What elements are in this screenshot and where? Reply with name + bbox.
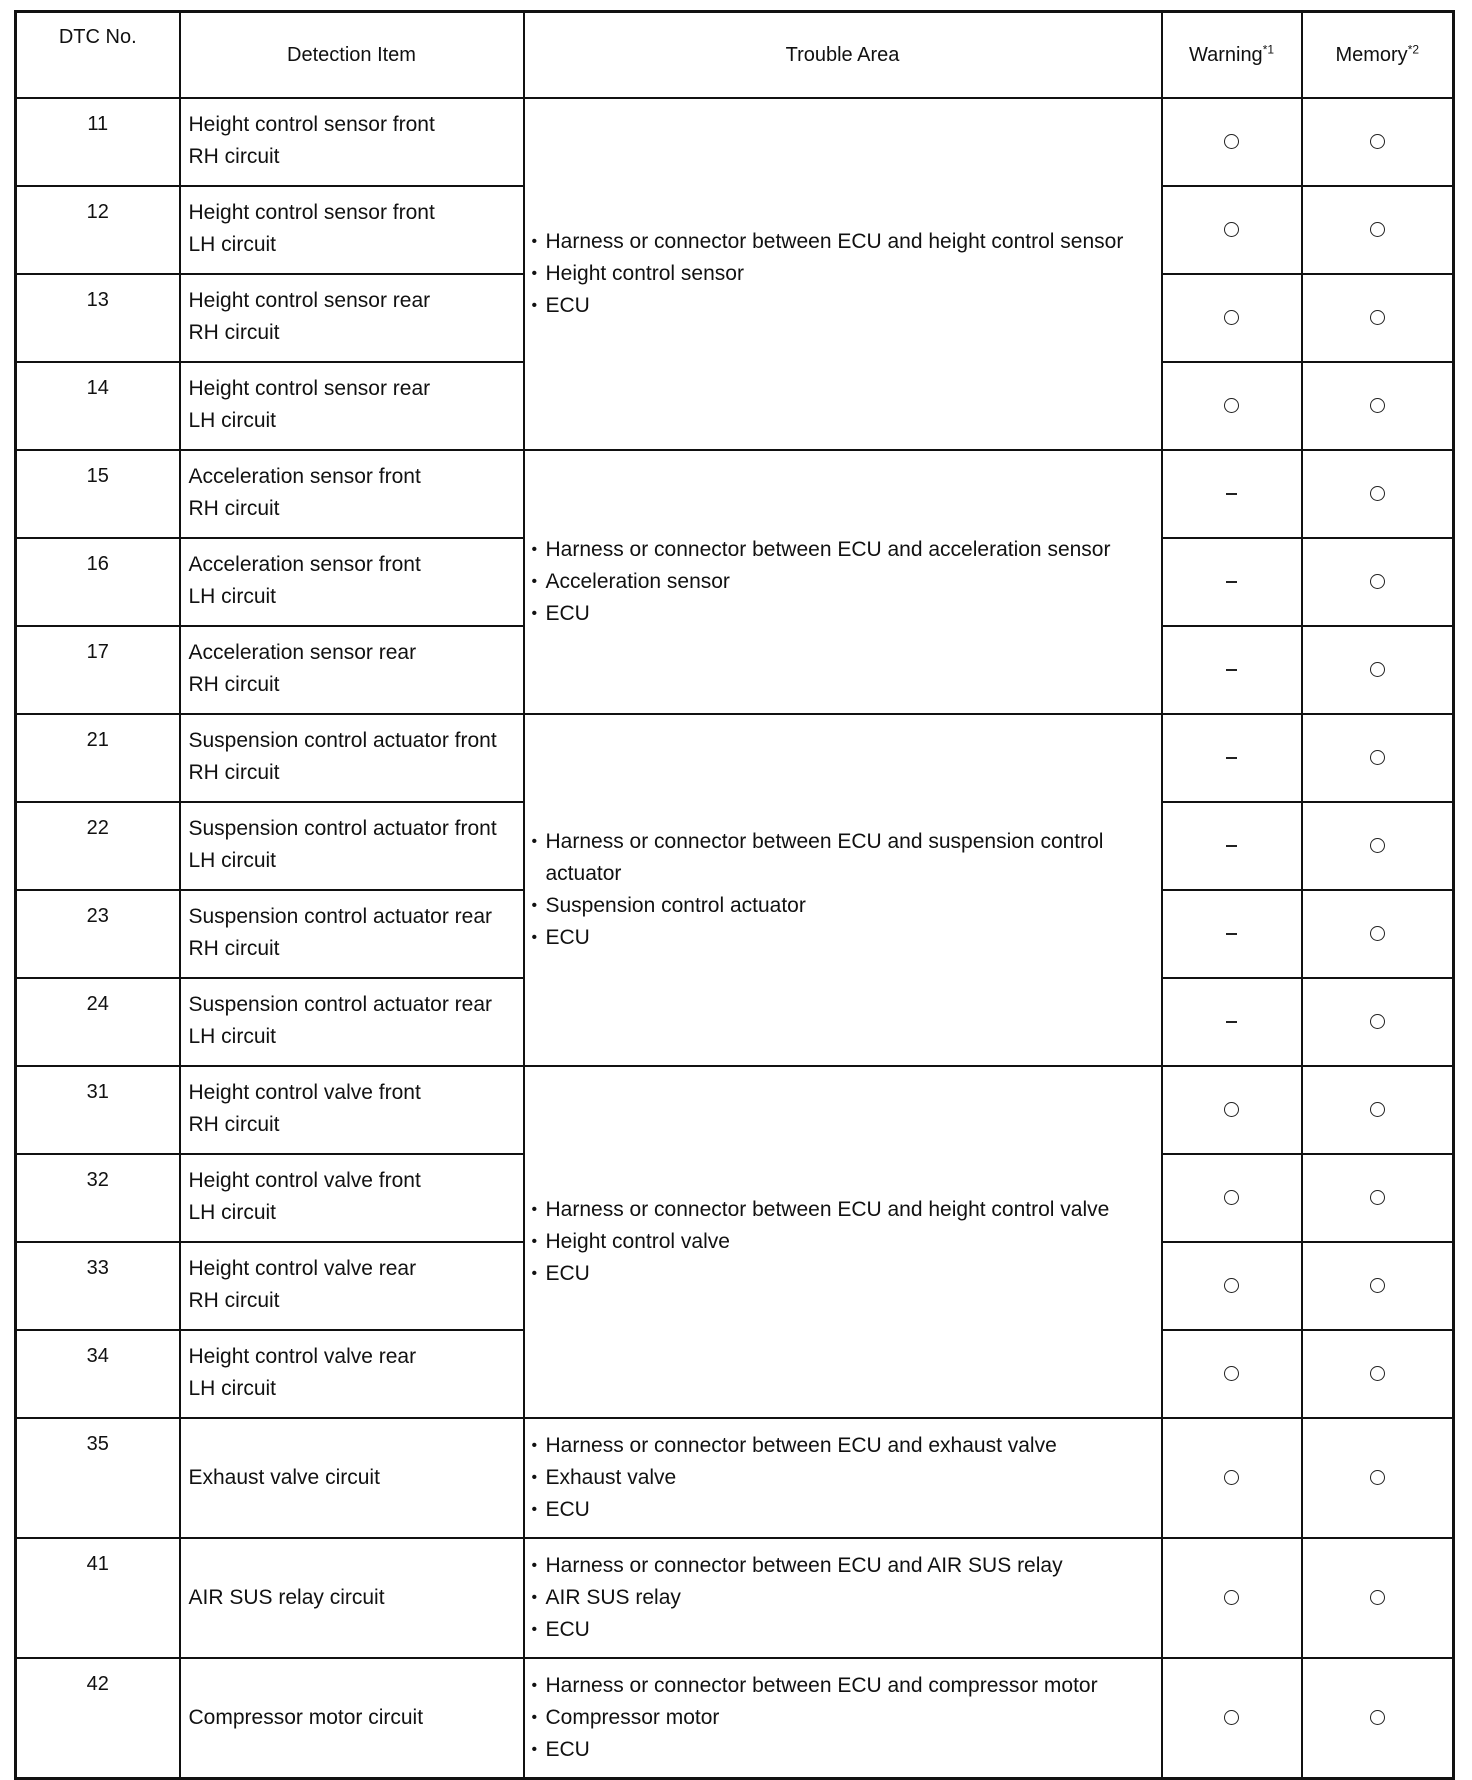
- dash-icon: [1226, 1021, 1237, 1023]
- memory-indicator: [1302, 802, 1454, 890]
- detection-item-line2: LH circuit: [188, 409, 277, 432]
- circle-icon: [1370, 838, 1385, 853]
- circle-icon: [1224, 1102, 1239, 1117]
- trouble-area-item: • Harness or connector between ECU and exhaust valve: [531, 1430, 1151, 1462]
- detection-item: [180, 1658, 524, 1779]
- detection-item-line2: RH circuit: [188, 497, 280, 520]
- detection-item: [180, 978, 524, 1066]
- header-warning-note: *1: [1262, 42, 1275, 57]
- dtc-number: 16: [16, 538, 180, 626]
- trouble-area: [524, 714, 1162, 1066]
- detection-item-line1: Suspension control actuator rear: [188, 905, 493, 928]
- detection-item-line2: LH circuit: [188, 1377, 277, 1400]
- header-detection-item: Detection Item: [180, 12, 524, 99]
- header-memory: [1302, 12, 1454, 99]
- detection-item-line1: Acceleration sensor front: [188, 465, 421, 488]
- header-trouble-area: Trouble Area: [524, 12, 1162, 99]
- dtc-number: 35: [16, 1418, 180, 1538]
- memory-indicator: [1302, 1154, 1454, 1242]
- dtc-number: 21: [16, 714, 180, 802]
- circle-icon: [1370, 926, 1385, 941]
- table-body: [16, 98, 1454, 1779]
- warning-indicator: [1162, 274, 1302, 362]
- dtc-number: 34: [16, 1330, 180, 1418]
- detection-item-line2: LH circuit: [188, 1201, 277, 1224]
- detection-item-line2: RH circuit: [188, 761, 280, 784]
- warning-indicator: [1162, 538, 1302, 626]
- memory-indicator: [1302, 714, 1454, 802]
- memory-indicator: [1302, 626, 1454, 714]
- trouble-area-item: • Exhaust valve: [531, 1462, 1151, 1494]
- circle-icon: [1370, 1366, 1385, 1381]
- trouble-area-item: • Harness or connector between ECU and AIR SUS relay: [531, 1550, 1151, 1582]
- circle-icon: [1370, 1710, 1385, 1725]
- memory-indicator: [1302, 1538, 1454, 1658]
- warning-indicator: [1162, 1418, 1302, 1538]
- trouble-area-item: • ECU: [531, 290, 1151, 322]
- trouble-area: [524, 450, 1162, 714]
- circle-icon: [1370, 486, 1385, 501]
- trouble-area-list: [531, 226, 1151, 322]
- memory-indicator: [1302, 890, 1454, 978]
- detection-item: [180, 98, 524, 186]
- detection-item: [180, 538, 524, 626]
- detection-item-line2: LH circuit: [188, 585, 277, 608]
- trouble-area-item: • Compressor motor: [531, 1702, 1151, 1734]
- dtc-number: 13: [16, 274, 180, 362]
- dtc-number: 41: [16, 1538, 180, 1658]
- circle-icon: [1370, 310, 1385, 325]
- header-row: [16, 12, 1454, 99]
- dtc-number: 32: [16, 1154, 180, 1242]
- circle-icon: [1224, 134, 1239, 149]
- trouble-area-item: • Harness or connector between ECU and compressor motor: [531, 1670, 1151, 1702]
- trouble-area-item: • ECU: [531, 1258, 1151, 1290]
- detection-item-line1: Height control valve front: [188, 1081, 421, 1104]
- circle-icon: [1370, 222, 1385, 237]
- detection-item-line2: RH circuit: [188, 1289, 280, 1312]
- memory-indicator: [1302, 1242, 1454, 1330]
- detection-item: [180, 1538, 524, 1658]
- circle-icon: [1370, 574, 1385, 589]
- detection-item: [180, 1154, 524, 1242]
- dtc-number: 33: [16, 1242, 180, 1330]
- trouble-area-item: • ECU: [531, 1494, 1151, 1526]
- table-row: [16, 1418, 1454, 1538]
- detection-item: [180, 1066, 524, 1154]
- memory-indicator: [1302, 274, 1454, 362]
- trouble-area: [524, 1418, 1162, 1538]
- warning-indicator: [1162, 98, 1302, 186]
- table-row: [16, 714, 1454, 802]
- trouble-area-item: • Height control sensor: [531, 258, 1151, 290]
- dtc-number: 42: [16, 1658, 180, 1779]
- trouble-area-item: • ECU: [531, 922, 1151, 954]
- warning-indicator: [1162, 1154, 1302, 1242]
- circle-icon: [1224, 1710, 1239, 1725]
- trouble-area-item: • Suspension control actuator: [531, 890, 1151, 922]
- detection-item: [180, 450, 524, 538]
- detection-item: [180, 626, 524, 714]
- detection-item-line1: Height control sensor rear: [188, 377, 431, 400]
- detection-item-line1: Suspension control actuator rear: [188, 993, 493, 1016]
- table-row: [16, 1538, 1454, 1658]
- trouble-area-item: • Harness or connector between ECU and acceleration sensor: [531, 534, 1151, 566]
- trouble-area-list: [531, 1670, 1151, 1766]
- trouble-area-list: [531, 1194, 1151, 1290]
- detection-item-line1: Height control sensor front: [188, 201, 435, 224]
- circle-icon: [1370, 750, 1385, 765]
- trouble-area-item: • ECU: [531, 1614, 1151, 1646]
- header-memory-label: Memory: [1335, 44, 1408, 66]
- dtc-number: 23: [16, 890, 180, 978]
- trouble-area-list: [531, 534, 1151, 630]
- circle-icon: [1224, 1470, 1239, 1485]
- trouble-area-item: • Height control valve: [531, 1226, 1151, 1258]
- table-row: [16, 1658, 1454, 1779]
- warning-indicator: [1162, 1658, 1302, 1779]
- circle-icon: [1224, 310, 1239, 325]
- detection-item-line1: Suspension control actuator front: [188, 729, 497, 752]
- trouble-area-item: • Harness or connector between ECU and height control valve: [531, 1194, 1151, 1226]
- header-warning: [1162, 12, 1302, 99]
- circle-icon: [1224, 222, 1239, 237]
- table-header: [16, 12, 1454, 99]
- circle-icon: [1224, 1366, 1239, 1381]
- trouble-area-list: [531, 1430, 1151, 1526]
- table-row: [16, 450, 1454, 538]
- memory-indicator: [1302, 98, 1454, 186]
- detection-item: [180, 802, 524, 890]
- memory-indicator: [1302, 1418, 1454, 1538]
- detection-item-line2: LH circuit: [188, 1025, 277, 1048]
- circle-icon: [1224, 1190, 1239, 1205]
- table-row: [16, 1066, 1454, 1154]
- warning-indicator: [1162, 890, 1302, 978]
- circle-icon: [1224, 1590, 1239, 1605]
- detection-item-line1: Height control valve front: [188, 1169, 421, 1192]
- trouble-area-list: [531, 1550, 1151, 1646]
- dtc-number: 31: [16, 1066, 180, 1154]
- detection-item-line2: RH circuit: [188, 673, 280, 696]
- header-memory-note: *2: [1407, 42, 1420, 57]
- trouble-area-item: • Harness or connector between ECU and height control sensor: [531, 226, 1151, 258]
- header-warning-label: Warning: [1188, 44, 1263, 66]
- dtc-number: 22: [16, 802, 180, 890]
- circle-icon: [1370, 1278, 1385, 1293]
- detection-item-line2: RH circuit: [188, 937, 280, 960]
- detection-item: [180, 274, 524, 362]
- dash-icon: [1226, 757, 1237, 759]
- circle-icon: [1370, 398, 1385, 413]
- warning-indicator: [1162, 1538, 1302, 1658]
- detection-item-line1: Suspension control actuator front: [188, 817, 497, 840]
- circle-icon: [1370, 1590, 1385, 1605]
- warning-indicator: [1162, 626, 1302, 714]
- trouble-area: [524, 1066, 1162, 1418]
- trouble-area-item: • Acceleration sensor: [531, 566, 1151, 598]
- trouble-area-item: • AIR SUS relay: [531, 1582, 1151, 1614]
- dtc-table: [14, 10, 1455, 1780]
- detection-item-line2: LH circuit: [188, 849, 277, 872]
- dash-icon: [1226, 493, 1237, 495]
- table-row: [16, 98, 1454, 186]
- trouble-area: [524, 1538, 1162, 1658]
- circle-icon: [1370, 1014, 1385, 1029]
- dash-icon: [1226, 845, 1237, 847]
- dtc-number: 17: [16, 626, 180, 714]
- memory-indicator: [1302, 1330, 1454, 1418]
- dtc-number: 11: [16, 98, 180, 186]
- circle-icon: [1370, 1102, 1385, 1117]
- detection-item: [180, 1242, 524, 1330]
- header-dtc-no: DTC No.: [16, 12, 180, 99]
- warning-indicator: [1162, 714, 1302, 802]
- trouble-area: [524, 1658, 1162, 1779]
- detection-item-line1: Height control sensor rear: [188, 289, 431, 312]
- detection-item: [180, 1330, 524, 1418]
- circle-icon: [1370, 1190, 1385, 1205]
- detection-item-line1: Acceleration sensor front: [188, 553, 421, 576]
- detection-item: [180, 890, 524, 978]
- warning-indicator: [1162, 1242, 1302, 1330]
- warning-indicator: [1162, 186, 1302, 274]
- warning-indicator: [1162, 1066, 1302, 1154]
- trouble-area-item: • ECU: [531, 1734, 1151, 1766]
- detection-item-line2: RH circuit: [188, 321, 280, 344]
- detection-item: [180, 186, 524, 274]
- trouble-area-item: • ECU: [531, 598, 1151, 630]
- detection-item-line1: Height control valve rear: [188, 1345, 417, 1368]
- circle-icon: [1224, 1278, 1239, 1293]
- circle-icon: [1370, 1470, 1385, 1485]
- detection-item-line1: Compressor motor circuit: [188, 1706, 424, 1729]
- detection-item-line1: Height control sensor front: [188, 113, 435, 136]
- dtc-number: 15: [16, 450, 180, 538]
- detection-item: [180, 362, 524, 450]
- dash-icon: [1226, 933, 1237, 935]
- circle-icon: [1224, 398, 1239, 413]
- dtc-number: 24: [16, 978, 180, 1066]
- detection-item-line2: RH circuit: [188, 145, 280, 168]
- circle-icon: [1370, 662, 1385, 677]
- trouble-area-item: • Harness or connector between ECU and suspension control actuator: [531, 826, 1151, 890]
- memory-indicator: [1302, 538, 1454, 626]
- detection-item: [180, 1418, 524, 1538]
- trouble-area-list: [531, 826, 1151, 954]
- trouble-area: [524, 98, 1162, 450]
- detection-item-line1: Height control valve rear: [188, 1257, 417, 1280]
- dtc-number: 14: [16, 362, 180, 450]
- memory-indicator: [1302, 450, 1454, 538]
- warning-indicator: [1162, 450, 1302, 538]
- detection-item-line1: Exhaust valve circuit: [188, 1466, 380, 1489]
- detection-item-line1: Acceleration sensor rear: [188, 641, 417, 664]
- memory-indicator: [1302, 362, 1454, 450]
- dash-icon: [1226, 581, 1237, 583]
- warning-indicator: [1162, 802, 1302, 890]
- detection-item-line1: AIR SUS relay circuit: [188, 1586, 385, 1609]
- warning-indicator: [1162, 1330, 1302, 1418]
- memory-indicator: [1302, 186, 1454, 274]
- circle-icon: [1370, 134, 1385, 149]
- detection-item-line2: RH circuit: [188, 1113, 280, 1136]
- memory-indicator: [1302, 1658, 1454, 1779]
- warning-indicator: [1162, 978, 1302, 1066]
- memory-indicator: [1302, 1066, 1454, 1154]
- dtc-number: 12: [16, 186, 180, 274]
- detection-item: [180, 714, 524, 802]
- warning-indicator: [1162, 362, 1302, 450]
- detection-item-line2: LH circuit: [188, 233, 277, 256]
- dash-icon: [1226, 669, 1237, 671]
- memory-indicator: [1302, 978, 1454, 1066]
